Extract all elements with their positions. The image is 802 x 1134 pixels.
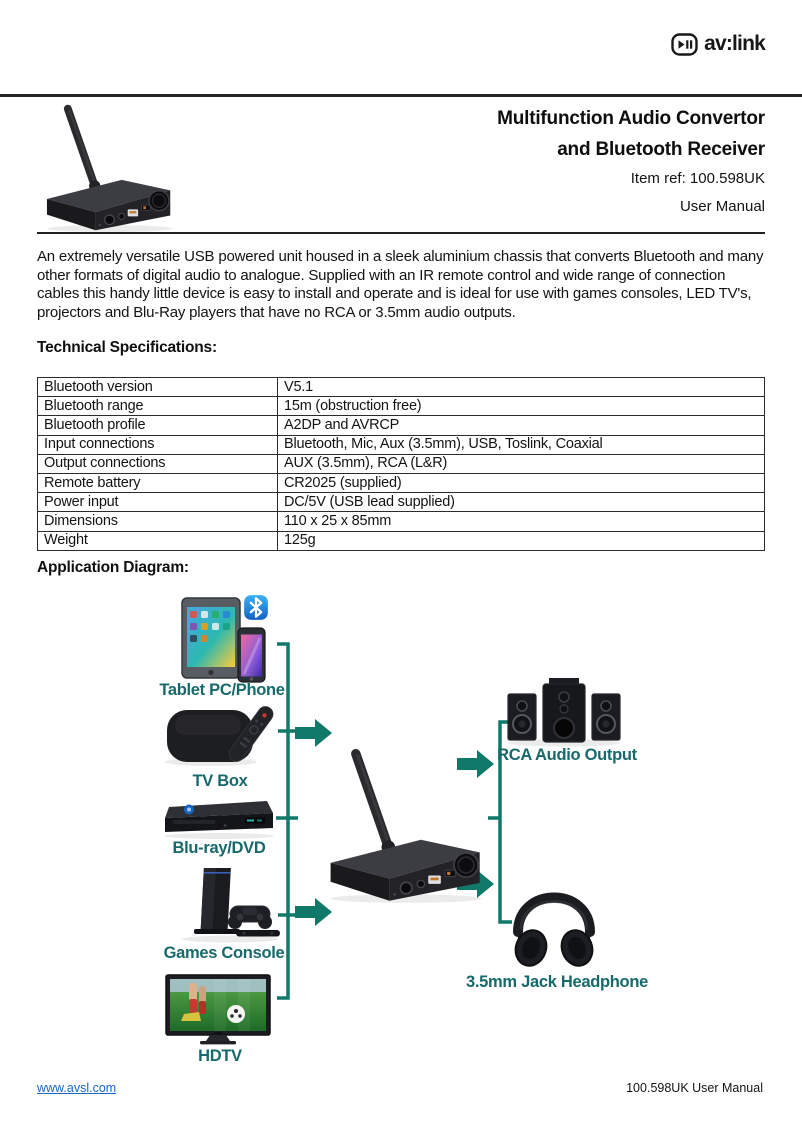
spec-value: Bluetooth, Mic, Aux (3.5mm), USB, Toslink, Coaxial — [278, 435, 765, 454]
spec-label: Remote battery — [38, 473, 278, 492]
table-row — [38, 512, 765, 531]
input-label-hdtv: HDTV — [198, 1047, 242, 1065]
rca-speakers-image — [504, 676, 624, 748]
table-row — [38, 378, 765, 397]
spec-label: Bluetooth range — [38, 397, 278, 416]
table-row — [38, 473, 765, 492]
table-row — [38, 493, 765, 512]
headphone-image — [504, 868, 604, 968]
website-link[interactable]: www.avsl.com — [37, 1081, 117, 1095]
user-manual-label: User Manual — [679, 198, 765, 215]
hdtv-image — [164, 973, 272, 1047]
tablet-phone-image — [178, 596, 288, 684]
tv-box-image — [163, 702, 285, 770]
bluray-dvd-image — [159, 798, 277, 840]
table-row — [38, 531, 765, 550]
spec-value: V5.1 — [278, 378, 765, 397]
audio-converter-image — [30, 100, 182, 232]
spec-label: Dimensions — [38, 512, 278, 531]
application-diagram — [0, 585, 802, 1080]
specs-heading: Technical Specifications: — [37, 339, 217, 356]
title-divider — [37, 232, 765, 234]
table-row — [38, 416, 765, 435]
spec-value: 110 x 25 x 85mm — [278, 512, 765, 531]
spec-value: A2DP and AVRCP — [278, 416, 765, 435]
spec-value: 125g — [278, 531, 765, 550]
spec-label: Output connections — [38, 454, 278, 473]
converter-device-image — [318, 743, 486, 903]
table-row — [38, 397, 765, 416]
avlink-play-pause-icon — [671, 33, 698, 56]
header-divider — [0, 94, 802, 97]
table-row — [38, 435, 765, 454]
spec-label: Weight — [38, 531, 278, 550]
spec-label: Bluetooth version — [38, 378, 278, 397]
intro-paragraph: An extremely versatile USB powered unit housed in a sleek aluminium chassis that converts Bluetooth and many other formats of digital audio to analogue. Supplied with an IR remote control and wide range of connection cables this handy little device is easy to install and operate and is ideal for use with games consoles, LED TV's, projectors and Blu-Ray players that have no RCA or 3.5mm audio outputs. — [37, 248, 764, 321]
item-ref: Item ref: 100.598UK — [630, 170, 765, 187]
spec-label: Bluetooth profile — [38, 416, 278, 435]
games-console-image — [178, 866, 284, 944]
diagram-heading: Application Diagram: — [37, 559, 189, 576]
spec-value: DC/5V (USB lead supplied) — [278, 493, 765, 512]
spec-label: Input connections — [38, 435, 278, 454]
product-photo — [30, 100, 182, 232]
specs-table — [37, 377, 765, 551]
table-row — [38, 454, 765, 473]
page-title-line2: and Bluetooth Receiver — [557, 139, 765, 160]
output-label-rca: RCA Audio Output — [497, 746, 637, 764]
input-label-console: Games Console — [163, 944, 285, 962]
spec-value: AUX (3.5mm), RCA (L&R) — [278, 454, 765, 473]
output-label-headphone: 3.5mm Jack Headphone — [466, 973, 648, 991]
input-label-tvbox: TV Box — [192, 772, 248, 790]
spec-label: Power input — [38, 493, 278, 512]
input-label-bluray: Blu-ray/DVD — [172, 839, 266, 857]
avlink-logo — [671, 32, 765, 56]
page-title-line1: Multifunction Audio Convertor — [497, 108, 765, 129]
spec-value: 15m (obstruction free) — [278, 397, 765, 416]
logo-text: av:link — [704, 32, 765, 55]
title-block — [497, 103, 765, 221]
spec-value: CR2025 (supplied) — [278, 473, 765, 492]
document-ref: 100.598UK User Manual — [626, 1081, 763, 1095]
input-label-tablet: Tablet PC/Phone — [159, 681, 285, 699]
